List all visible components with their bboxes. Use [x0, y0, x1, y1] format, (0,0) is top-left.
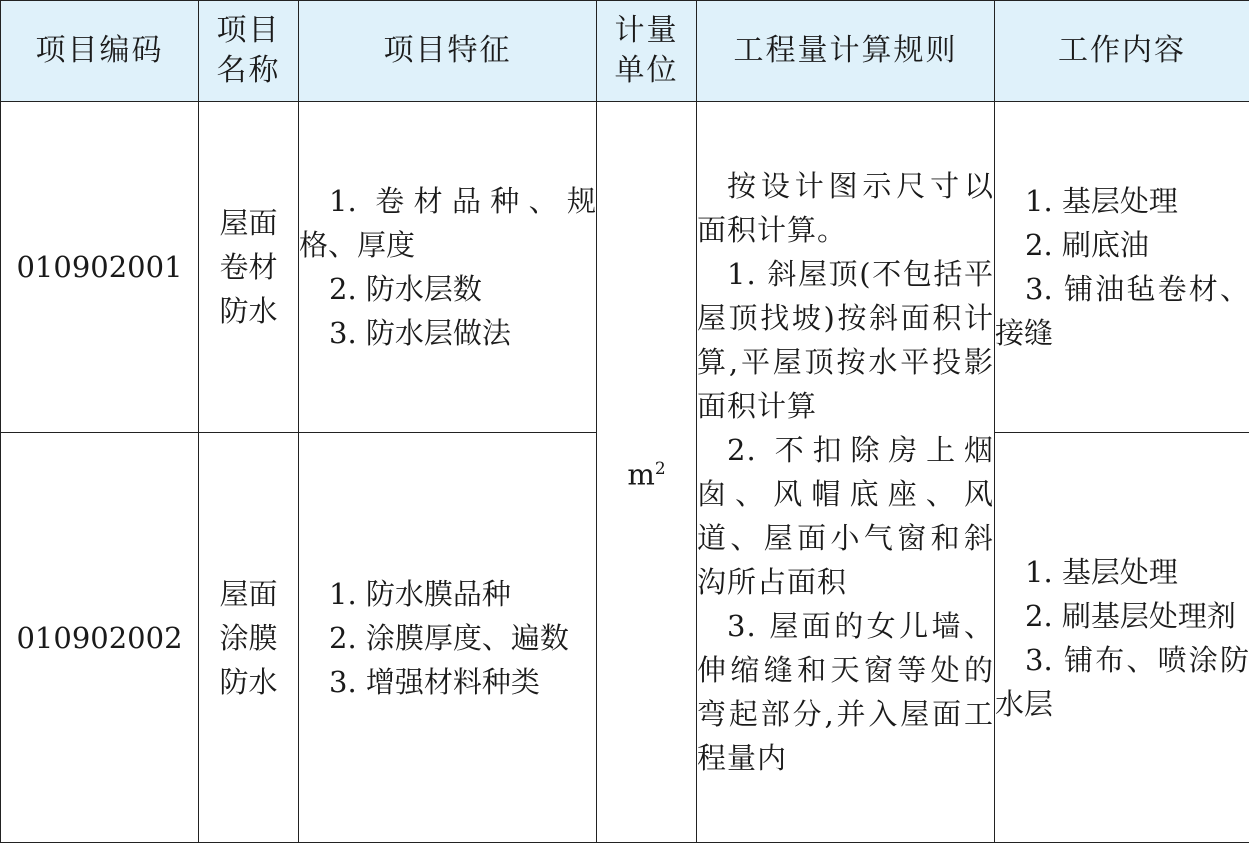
item-name-line: 卷材	[199, 245, 298, 289]
rule-line: 2. 不扣除房上烟囱、风帽底座、风道、屋面小气窗和斜沟所占面积	[697, 428, 994, 604]
rule-line: 3. 屋面的女儿墙、伸缩缝和天窗等处的弯起部分,并入屋面工程量内	[697, 604, 994, 780]
work-line: 1. 基层处理	[995, 550, 1249, 594]
header-unit	[597, 1, 697, 102]
item-name-line: 防水	[199, 289, 298, 333]
header-name	[199, 1, 299, 102]
header-code: 项目编码	[1, 1, 199, 102]
feature-line: 2. 防水层数	[299, 267, 596, 311]
item-name-line: 屋面	[199, 201, 298, 245]
item-features	[299, 102, 597, 433]
header-rules: 工程量计算规则	[697, 1, 995, 102]
work-line: 3. 铺油毡卷材、接缝	[995, 267, 1249, 355]
feature-line: 2. 涂膜厚度、遍数	[299, 616, 596, 660]
header-row	[1, 1, 1249, 102]
work-line: 2. 刷基层处理剂	[995, 594, 1249, 638]
table-row	[1, 102, 1249, 433]
unit-base: m	[627, 458, 655, 492]
item-name-line: 防水	[199, 660, 298, 704]
calculation-rules	[697, 102, 995, 843]
rule-line: 按设计图示尺寸以面积计算。	[697, 164, 994, 252]
header-unit-line1: 计量	[597, 11, 696, 51]
work-content	[995, 433, 1249, 843]
header-features: 项目特征	[299, 1, 597, 102]
header-name-line1: 项目	[199, 11, 298, 51]
work-line: 1. 基层处理	[995, 179, 1249, 223]
unit-exponent: 2	[655, 459, 666, 479]
rule-line: 1. 斜屋顶(不包括平屋顶找坡)按斜面积计算,平屋顶按水平投影面积计算	[697, 252, 994, 428]
work-line: 3. 铺布、喷涂防水层	[995, 638, 1249, 726]
item-name	[199, 102, 299, 433]
work-line: 2. 刷底油	[995, 223, 1249, 267]
feature-line: 3. 增强材料种类	[299, 660, 596, 704]
item-name-line: 屋面	[199, 572, 298, 616]
header-name-line2: 名称	[199, 51, 298, 91]
feature-line: 1. 卷材品种、规格、厚度	[299, 179, 596, 267]
feature-line: 3. 防水层做法	[299, 311, 596, 355]
item-code: 010902002	[1, 433, 199, 843]
item-code: 010902001	[1, 102, 199, 433]
unit-cell	[597, 102, 697, 843]
item-name	[199, 433, 299, 843]
work-content	[995, 102, 1249, 433]
header-unit-line2: 单位	[597, 51, 696, 91]
header-work: 工作内容	[995, 1, 1249, 102]
item-features	[299, 433, 597, 843]
feature-line: 1. 防水膜品种	[299, 572, 596, 616]
item-name-line: 涂膜	[199, 616, 298, 660]
